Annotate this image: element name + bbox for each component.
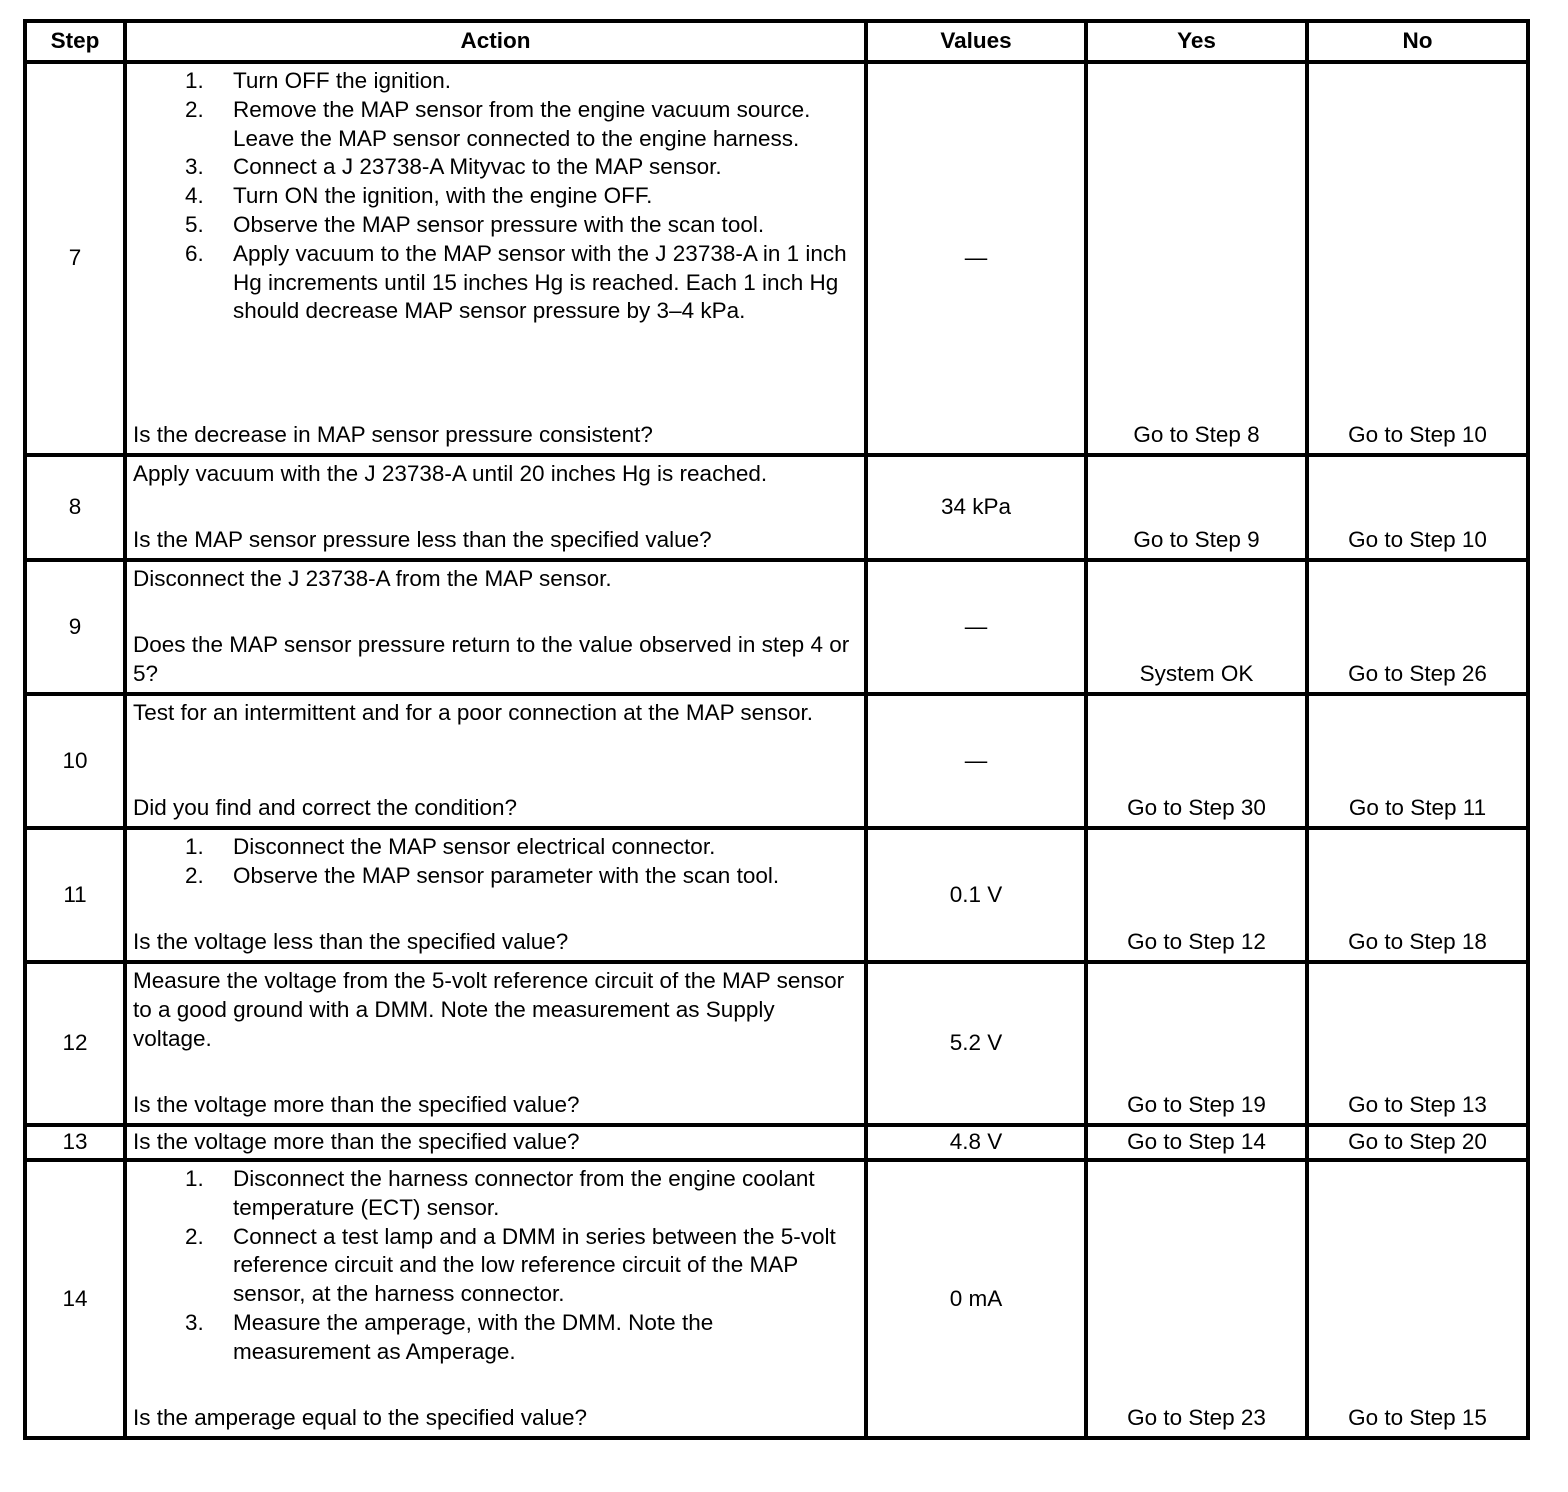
list-item: 3. Connect a J 23738-A Mityvac to the MAP sensor. bbox=[185, 154, 722, 180]
step-number: 11 bbox=[25, 828, 125, 962]
step-number: 8 bbox=[25, 455, 125, 560]
table-row bbox=[25, 1160, 1528, 1438]
step-number: 12 bbox=[25, 962, 125, 1125]
list-item: 3. Measure the amperage, with the DMM. Note the measurement as Amperage. bbox=[185, 1309, 714, 1364]
yes-cell: Go to Step 14 bbox=[1086, 1125, 1307, 1160]
question-text: Is the voltage more than the specified value? bbox=[125, 1125, 866, 1160]
step-number: 10 bbox=[25, 694, 125, 828]
step-number: 9 bbox=[25, 560, 125, 694]
question-text: Did you find and correct the condition? bbox=[133, 795, 517, 821]
list-item: 1. Disconnect the harness connector from the engine coolant temperature (ECT) sensor. bbox=[185, 1166, 815, 1220]
no-cell: Go to Step 11 bbox=[1307, 694, 1528, 828]
yes-cell: System OK bbox=[1086, 560, 1307, 694]
step-number: 13 bbox=[25, 1125, 125, 1160]
header-values: Values bbox=[866, 21, 1086, 62]
yes-cell: Go to Step 30 bbox=[1086, 694, 1307, 828]
table-row bbox=[25, 560, 1528, 694]
table-row bbox=[25, 828, 1528, 962]
list-item: 5. Observe the MAP sensor pressure with the scan tool. bbox=[185, 211, 765, 237]
step-number: 7 bbox=[25, 62, 125, 455]
no-cell: Go to Step 15 bbox=[1307, 1160, 1528, 1438]
question-text: Is the MAP sensor pressure less than the specified value? bbox=[133, 527, 712, 553]
list-item: 2. Connect a test lamp and a DMM in series between the 5-volt reference circuit and the low reference circuit of the MAP sensor, at the harness connector. bbox=[185, 1223, 836, 1307]
value-cell: — bbox=[866, 560, 1086, 694]
action-steps bbox=[133, 1165, 856, 1367]
yes-cell: Go to Step 12 bbox=[1086, 828, 1307, 962]
no-cell: Go to Step 26 bbox=[1307, 560, 1528, 694]
action-cell bbox=[125, 62, 866, 455]
action-steps bbox=[133, 833, 856, 891]
table-row bbox=[25, 1125, 1528, 1160]
value-cell: — bbox=[866, 694, 1086, 828]
action-steps bbox=[133, 67, 856, 326]
value-cell: — bbox=[866, 62, 1086, 455]
list-item: 6. Apply vacuum to the MAP sensor with the J 23738-A in 1 inch Hg increments until 15 inches Hg is reached. Each 1 inch Hg should decrease MAP sensor pressure by 3–4 kPa. bbox=[185, 240, 847, 324]
no-cell: Go to Step 18 bbox=[1307, 828, 1528, 962]
value-cell: 0.1 V bbox=[866, 828, 1086, 962]
table-row bbox=[25, 694, 1528, 828]
question-text: Is the decrease in MAP sensor pressure consistent? bbox=[133, 422, 653, 448]
action-text: Apply vacuum with the J 23738-A until 20 inches Hg is reached. bbox=[133, 461, 768, 486]
value-cell: 0 mA bbox=[866, 1160, 1086, 1438]
value-cell: 5.2 V bbox=[866, 962, 1086, 1125]
no-cell: Go to Step 13 bbox=[1307, 962, 1528, 1125]
yes-cell: Go to Step 23 bbox=[1086, 1160, 1307, 1438]
table-row bbox=[25, 962, 1528, 1125]
question-text: Is the amperage equal to the specified value? bbox=[133, 1405, 588, 1431]
table-row bbox=[25, 455, 1528, 560]
action-cell bbox=[125, 455, 866, 560]
question-text: Does the MAP sensor pressure return to the value observed in step 4 or 5? bbox=[133, 632, 850, 687]
no-cell: Go to Step 10 bbox=[1307, 455, 1528, 560]
value-cell: 34 kPa bbox=[866, 455, 1086, 560]
list-item: 1. Turn OFF the ignition. bbox=[185, 68, 452, 93]
header-row bbox=[25, 21, 1528, 62]
value-cell: 4.8 V bbox=[866, 1125, 1086, 1160]
action-cell bbox=[125, 828, 866, 962]
action-cell bbox=[125, 962, 866, 1125]
question-text: Is the voltage more than the specified value? bbox=[133, 1092, 580, 1118]
no-cell: Go to Step 20 bbox=[1307, 1125, 1528, 1160]
question-text: Is the voltage less than the specified value? bbox=[133, 929, 569, 955]
yes-cell: Go to Step 8 bbox=[1086, 62, 1307, 455]
list-item: 4. Turn ON the ignition, with the engine OFF. bbox=[185, 183, 653, 209]
header-step: Step bbox=[25, 21, 125, 62]
header-no: No bbox=[1307, 21, 1528, 62]
list-item: 2. Observe the MAP sensor parameter with the scan tool. bbox=[185, 862, 780, 888]
action-text: Measure the voltage from the 5-volt reference circuit of the MAP sensor to a good ground with a DMM. Note the measurement as Supply voltage. bbox=[133, 968, 845, 1051]
action-cell bbox=[125, 1160, 866, 1438]
action-cell bbox=[125, 560, 866, 694]
list-item: 2. Remove the MAP sensor from the engine vacuum source. Leave the MAP sensor connected to the engine harness. bbox=[185, 96, 811, 151]
diagnostic-table bbox=[23, 19, 1530, 1440]
yes-cell: Go to Step 19 bbox=[1086, 962, 1307, 1125]
header-yes: Yes bbox=[1086, 21, 1307, 62]
yes-cell: Go to Step 9 bbox=[1086, 455, 1307, 560]
no-cell: Go to Step 10 bbox=[1307, 62, 1528, 455]
step-number: 14 bbox=[25, 1160, 125, 1438]
action-text: Test for an intermittent and for a poor connection at the MAP sensor. bbox=[133, 700, 813, 725]
header-action: Action bbox=[125, 21, 866, 62]
action-cell bbox=[125, 694, 866, 828]
table-row bbox=[25, 62, 1528, 455]
action-text: Disconnect the J 23738-A from the MAP sensor. bbox=[133, 566, 612, 591]
list-item: 1. Disconnect the MAP sensor electrical connector. bbox=[185, 834, 716, 859]
